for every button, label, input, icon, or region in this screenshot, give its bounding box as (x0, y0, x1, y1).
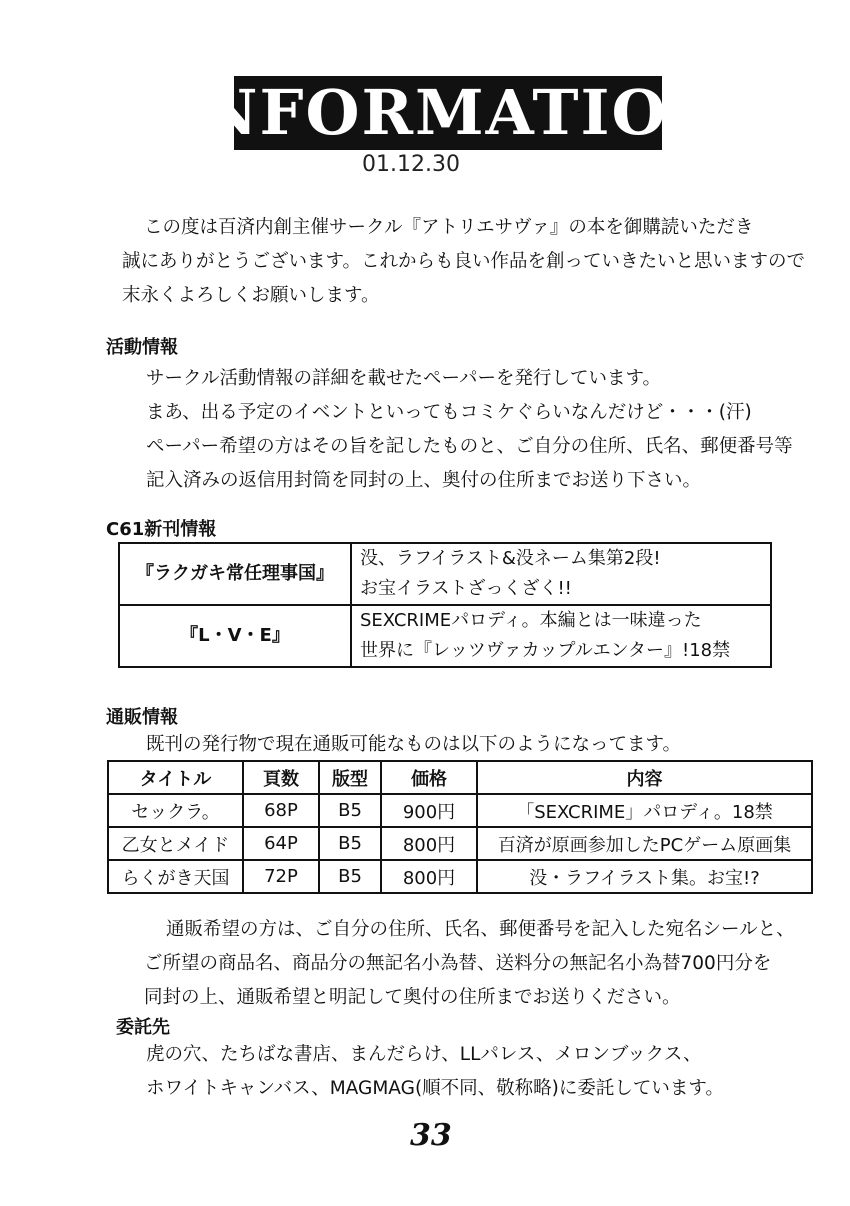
page-number: 33 (410, 1118, 452, 1153)
table-row (108, 860, 812, 893)
c61-new-releases-table (118, 542, 772, 668)
note-line: 同封の上、通販希望と明記して奥付の住所までお送りください。 (144, 987, 681, 1008)
activity-line: まあ、出る予定のイベントといってもコミケぐらいなんだけど・・・(汗) (146, 402, 752, 423)
issue-date: 01.12.30 (362, 152, 460, 177)
column-header: 頁数 (243, 761, 319, 794)
note-line: 通販希望の方は、ご自分の住所、氏名、郵便番号を記入した宛名シールと、 (166, 919, 795, 940)
table-cell: 乙女とメイド (108, 827, 243, 860)
mailorder-intro: 既刊の発行物で現在通販可能なものは以下のようになってます。 (146, 734, 682, 755)
table-cell: 「SEXCRIME」パロディ。18禁 (477, 794, 812, 827)
table-cell: 64P (243, 827, 319, 860)
column-header: 版型 (319, 761, 381, 794)
table-cell (351, 543, 771, 605)
table-cell: 百済が原画参加したPCゲーム原画集 (477, 827, 812, 860)
table-header-row (108, 761, 812, 794)
cell-line: お宝イラストざっくざく!! (360, 578, 572, 599)
mailorder-table (107, 760, 813, 894)
table-cell: 『ラクガキ常任理事国』 (119, 543, 351, 605)
column-header: 内容 (477, 761, 812, 794)
activity-line: ペーパー希望の方はその旨を記したものと、ご自分の住所、氏名、郵便番号等 (146, 436, 793, 457)
table-cell: セックラ。 (108, 794, 243, 827)
cell-line: 世界に『レッツヴァカップルエンター』!18禁 (360, 640, 731, 661)
consign-text (146, 1038, 724, 1106)
table-cell: 800円 (381, 860, 477, 893)
table-cell: 68P (243, 794, 319, 827)
consign-line: 虎の穴、たちばな書店、まんだらけ、LLパレス、メロンブックス、 (146, 1044, 702, 1065)
intro-paragraph (122, 211, 822, 313)
c61-heading: C61新刊情報 (106, 519, 217, 540)
activity-line: 記入済みの返信用封筒を同封の上、奥付の住所までお送り下さい。 (146, 470, 702, 491)
activity-line: サークル活動情報の詳細を載せたペーパーを発行しています。 (146, 368, 662, 389)
table-cell: 800円 (381, 827, 477, 860)
page-title: INFORMATION (169, 76, 727, 149)
table-cell: 『L・V・E』 (119, 605, 351, 667)
cell-line: SEXCRIMEパロディ。本編とは一味違った (360, 610, 702, 631)
table-row (108, 794, 812, 827)
table-cell: B5 (319, 860, 381, 893)
table-row (119, 543, 771, 605)
activity-heading: 活動情報 (106, 337, 178, 358)
table-cell: 72P (243, 860, 319, 893)
mailorder-heading: 通販情報 (106, 707, 178, 728)
column-header: 価格 (381, 761, 477, 794)
table-cell: 900円 (381, 794, 477, 827)
cell-line: 没、ラフイラスト&没ネーム集第2段! (360, 548, 661, 569)
table-cell: B5 (319, 827, 381, 860)
table-row (119, 605, 771, 667)
intro-line: 誠にありがとうございます。これからも良い作品を創っていきたいと思いますので (122, 251, 806, 272)
table-cell: 没・ラフイラスト集。お宝!? (477, 860, 812, 893)
table-cell (351, 605, 771, 667)
consign-heading: 委託先 (116, 1017, 170, 1038)
table-cell: らくがき天国 (108, 860, 243, 893)
intro-line: この度は百済内創主催サークル『アトリエサヴァ』の本を御購読いただき (144, 217, 754, 238)
table-cell: B5 (319, 794, 381, 827)
note-line: ご所望の商品名、商品分の無記名小為替、送料分の無記名小為替700円分を (144, 953, 772, 974)
activity-text (146, 362, 793, 498)
mailorder-notes (144, 913, 795, 1015)
intro-line: 末永くよろしくお願いします。 (122, 285, 380, 306)
table-row (108, 827, 812, 860)
consign-line: ホワイトキャンバス、MAGMAG(順不同、敬称略)に委託しています。 (146, 1078, 724, 1099)
column-header: タイトル (108, 761, 243, 794)
